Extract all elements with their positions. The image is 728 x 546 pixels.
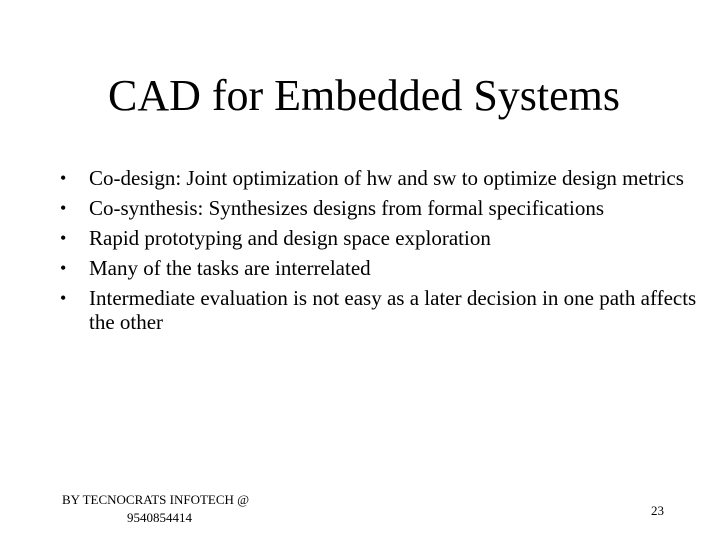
bullet-text: Rapid prototyping and design space exploration xyxy=(89,226,491,250)
bullet-item xyxy=(60,286,700,334)
bullet-item xyxy=(60,196,700,220)
bullet-text: Intermediate evaluation is not easy as a later decision in one path affects the other xyxy=(89,286,697,334)
bullet-icon: • xyxy=(60,228,67,248)
bullet-icon: • xyxy=(60,288,67,308)
bullet-item xyxy=(60,256,700,280)
bullet-item xyxy=(60,166,700,190)
bullet-item xyxy=(60,226,700,250)
footer-attribution-line2: 9540854414 xyxy=(127,510,192,525)
bullet-icon: • xyxy=(60,198,67,218)
bullet-list xyxy=(60,166,700,340)
bullet-icon: • xyxy=(60,258,67,278)
bullet-text: Co-design: Joint optimization of hw and sw to optimize design metrics xyxy=(89,166,684,190)
slide-title: CAD for Embedded Systems xyxy=(107,71,621,120)
footer-attribution-line1: BY TECNOCRATS INFOTECH @ xyxy=(62,492,250,507)
bullet-text: Many of the tasks are interrelated xyxy=(89,256,371,280)
footer-attribution xyxy=(62,491,249,527)
bullet-text: Co-synthesis: Synthesizes designs from formal specifications xyxy=(89,196,605,220)
page-number: 23 xyxy=(651,503,664,518)
bullet-icon: • xyxy=(60,168,67,188)
